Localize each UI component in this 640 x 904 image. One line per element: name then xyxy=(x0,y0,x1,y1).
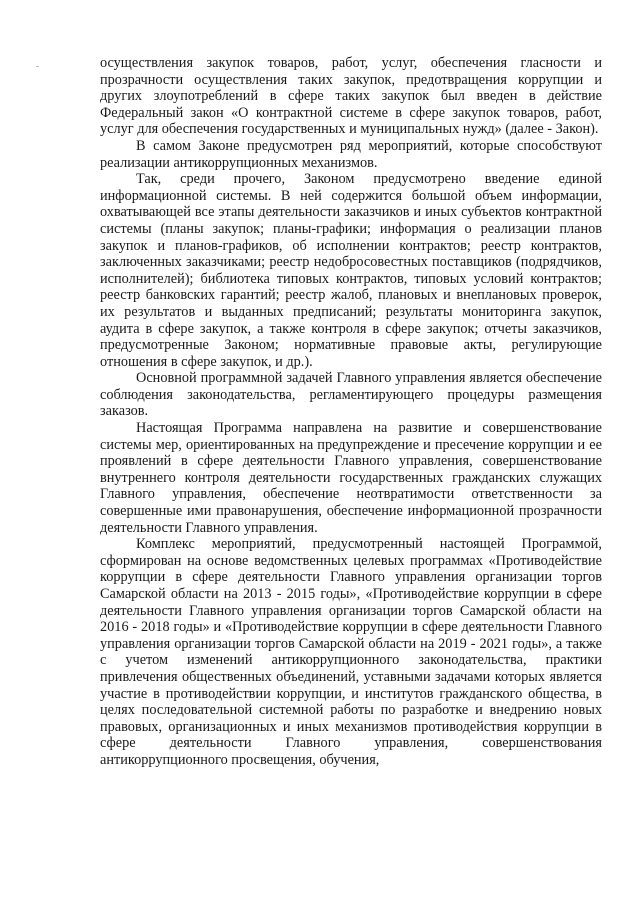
paragraph-4: Основной программной задачей Главного управления является обеспечение соблюдения законодательства, регламентирующего процедуры размещения заказов. xyxy=(100,370,602,420)
document-body xyxy=(100,55,602,769)
scan-mark xyxy=(36,66,39,67)
paragraph-3: Так, среди прочего, Законом предусмотрено введение единой информационной системы. В ней содержится большой объем информации, охватывающей все этапы деятельности заказчиков и иных субъектов контрактной системы (планы закупок; планы-графики; информация о реализации планов закупок и планов-графиков, об исполнении контрактов; реестр контрактов, заключенных заказчиками; реестр недобросовестных поставщиков (подрядчиков, исполнителей); библиотека типовых контрактов, типовых условий контрактов; реестр банковских гарантий; реестр жалоб, плановых и внеплановых проверок, их результатов и выданных предписаний; результаты мониторинга закупок, аудита в сфере закупок, а также контроля в сфере закупок; отчеты заказчиков, предусмотренные Законом; нормативные правовые акты, регулирующие отношения в сфере закупок, и др.). xyxy=(100,171,602,370)
paragraph-2: В самом Законе предусмотрен ряд мероприятий, которые способствуют реализации антикоррупционных механизмов. xyxy=(100,137,602,171)
paragraph-5: Настоящая Программа направлена на развитие и совершенствование системы мер, ориентированных на предупреждение и пресечение коррупции и ее проявлений в сфере деятельности Главного управления, совершенствование внутреннего контроля деятельности государственных гражданских служащих Главного управления, обеспечение неотвратимости ответственности за совершенные ими правонарушения, обеспечение информационной прозрачности деятельности Главного управления. xyxy=(100,420,602,536)
paragraph-6: Комплекс мероприятий, предусмотренный настоящей Программой, сформирован на основе ведомственных целевых программах «Противодействие коррупции в сфере деятельности Главного управления организации торгов Самарской области на 2013 - 2015 годы», «Противодействие коррупции в сфере деятельности Главного управления организации торгов Самарской области на 2016 - 2018 годы» и «Противодействие коррупции в сфере деятельности Главного управления организации торгов Самарской области на 2019 - 2021 годы», а также с учетом изменений антикоррупционного законодательства, практики привлечения общественных объединений, уставными задачами которых является участие в противодействии коррупции, и институтов гражданского общества, в целях последовательной системной работы по разработке и внедрению новых правовых, организационных и иных механизмов противодействия коррупции в сфере деятельности Главного управления, совершенствования антикоррупционного просвещения, обучения, xyxy=(100,536,602,768)
paragraph-1: осуществления закупок товаров, работ, услуг, обеспечения гласности и прозрачности осуществления таких закупок, предотвращения коррупции и других злоупотреблений в сфере таких закупок был введен в действие Федеральный закон «О контрактной системе в сфере закупок товаров, работ, услуг для обеспечения государственных и муниципальных нужд» (далее - Закон). xyxy=(100,55,602,138)
